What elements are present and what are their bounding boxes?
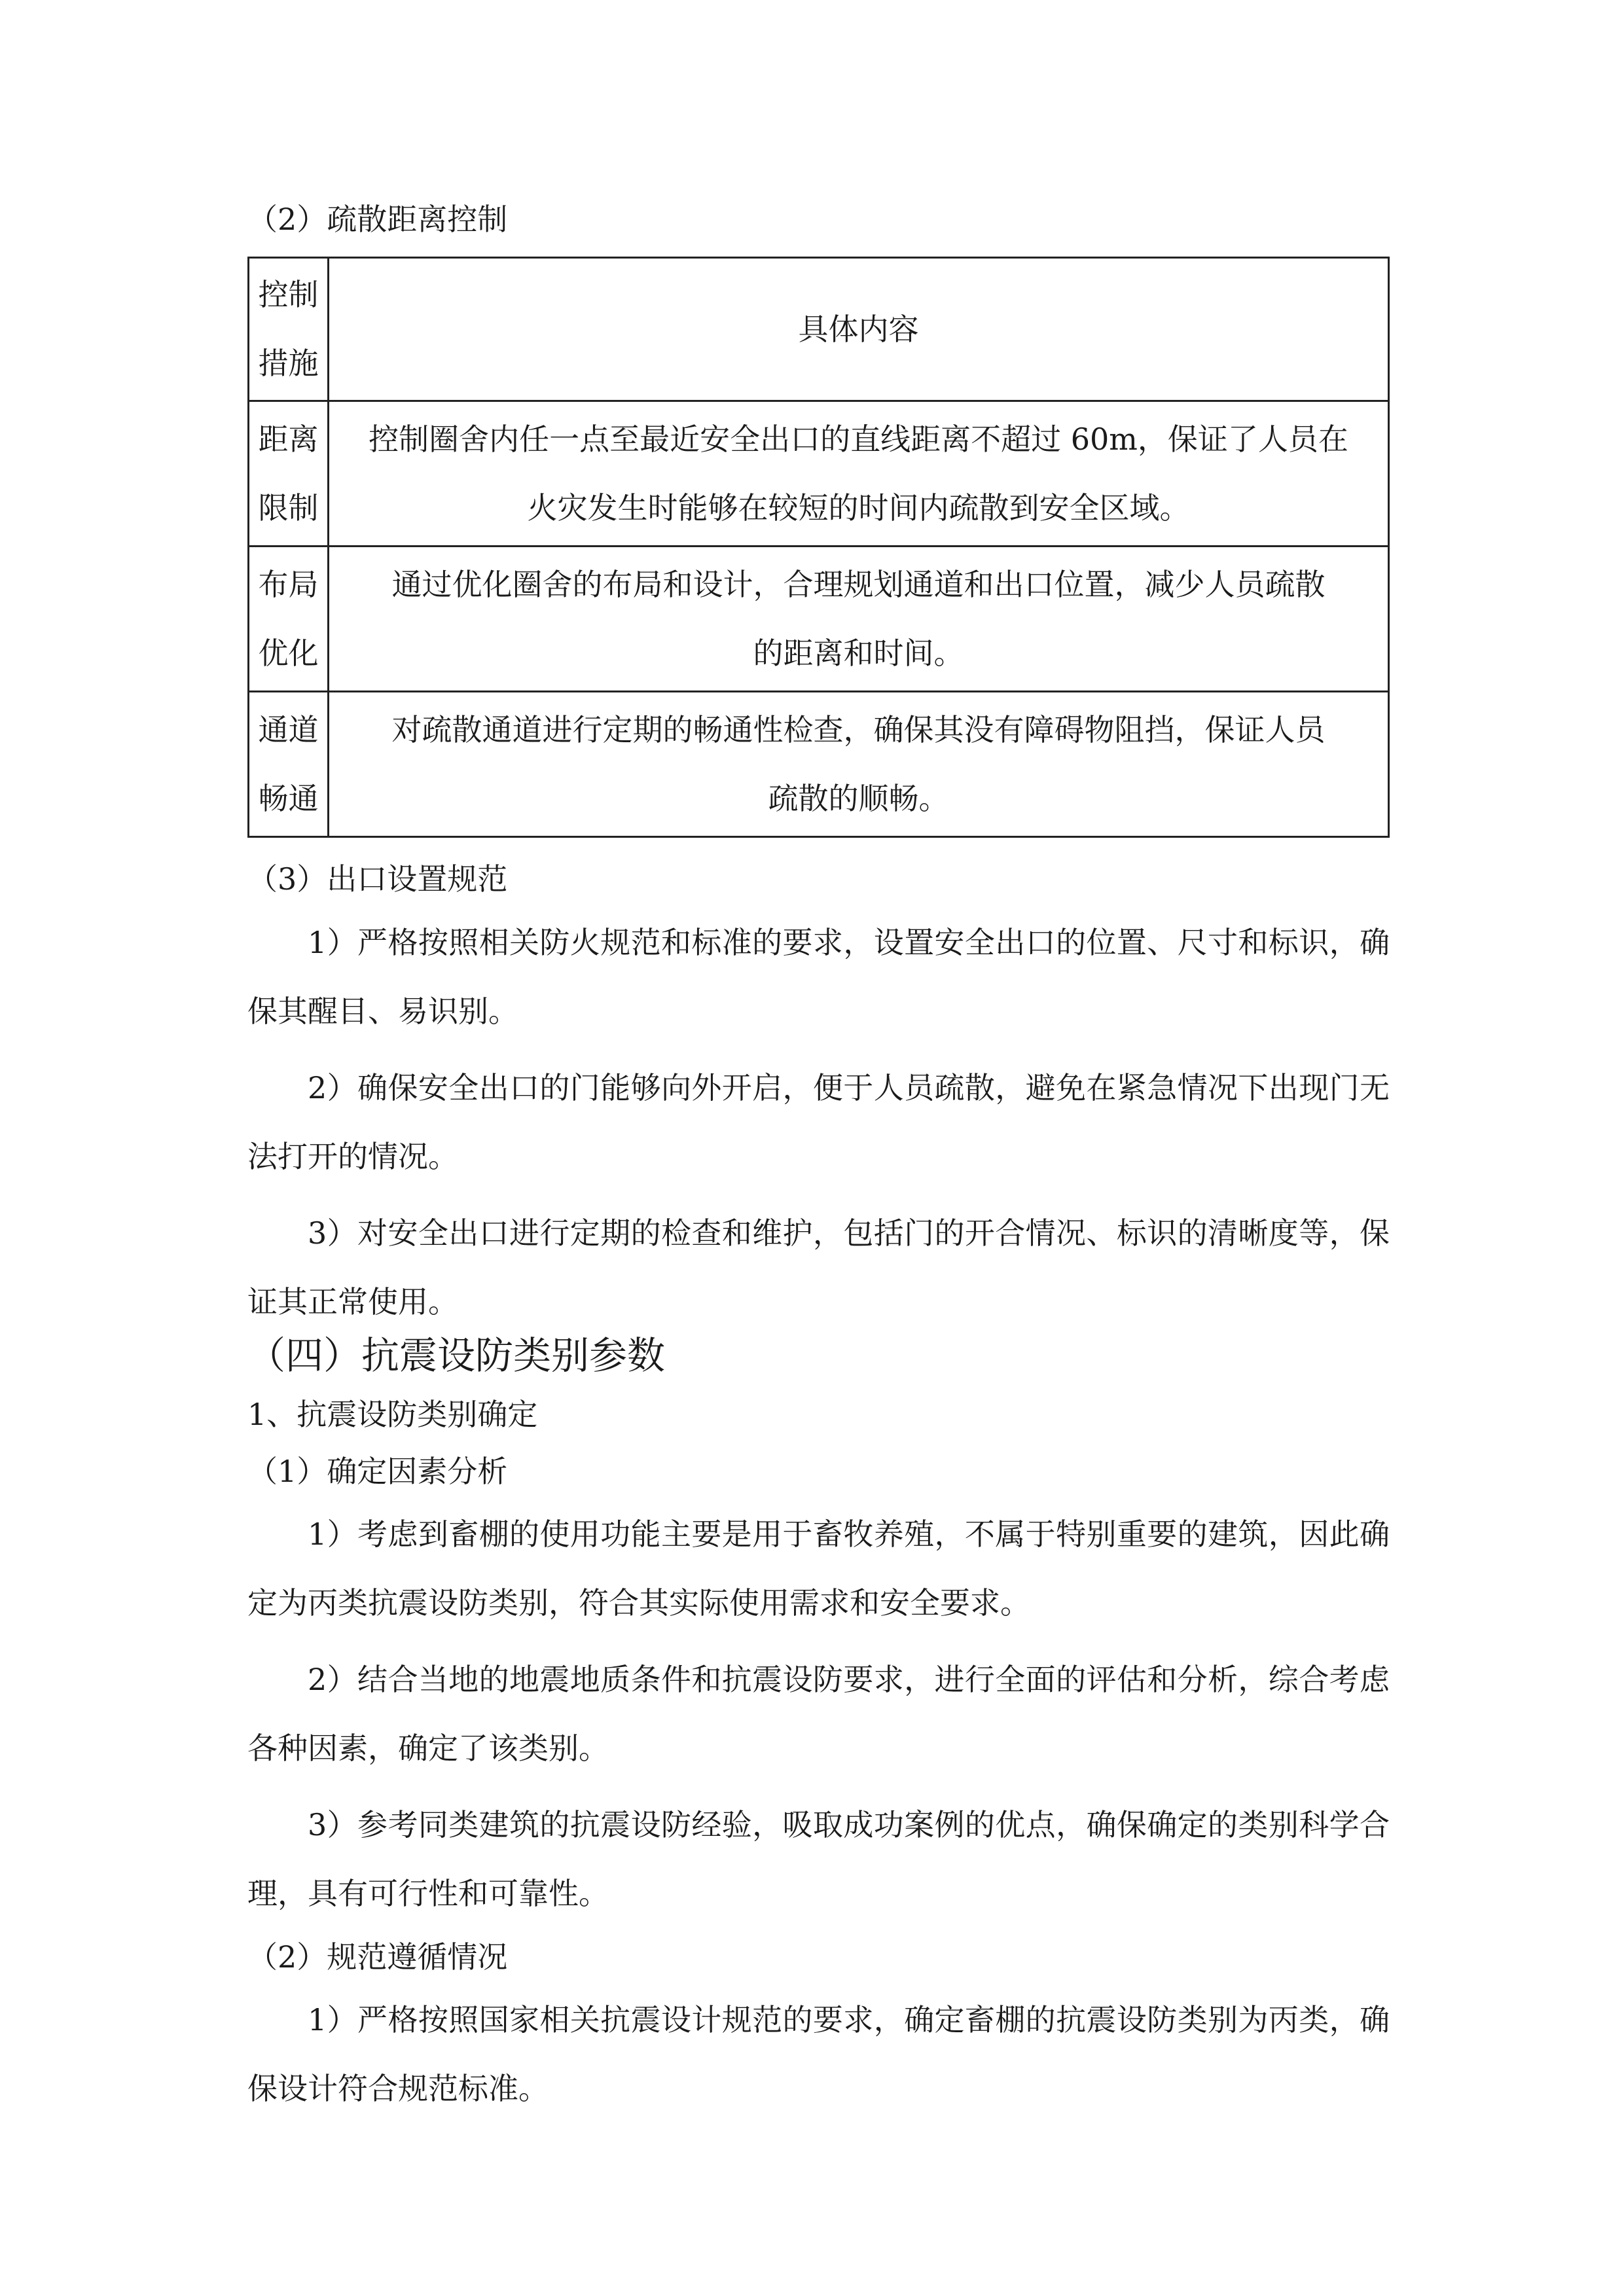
header-measure-line2: 措施 xyxy=(258,346,319,381)
header-cell-content: 具体内容 xyxy=(329,258,1389,401)
subheading-seismic-category: 1、抗震设防类别确定 xyxy=(247,1397,538,1432)
section-title-evacuation: （2）疏散距离控制 xyxy=(247,202,508,237)
table-header-row xyxy=(249,258,1389,401)
paragraph: 1）严格按照相关防火规范和标准的要求，设置安全出口的位置、尺寸和标识，确保其醒目、易识别。 xyxy=(247,925,1390,1029)
factor-analysis-title: （1）确定因素分析 xyxy=(247,1454,508,1489)
row-label-line2: 限制 xyxy=(258,490,319,526)
table-row xyxy=(249,401,1389,547)
section-title-exit: （3）出口设置规范 xyxy=(247,861,508,897)
paragraph: 1）严格按照国家相关抗震设计规范的要求，确定畜棚的抗震设防类别为丙类，确保设计符合规范标准。 xyxy=(247,2002,1390,2106)
row-content-cell xyxy=(329,547,1389,692)
evacuation-table xyxy=(247,257,1390,838)
paragraph: 3）参考同类建筑的抗震设防经验，吸取成功案例的优点，确保确定的类别科学合理，具有可行性和可靠性。 xyxy=(247,1807,1390,1911)
row-label-line1: 布局 xyxy=(258,566,319,602)
row-content-line1: 对疏散通道进行定期的畅通性检查，确保其没有障碍物阻挡，保证人员 xyxy=(391,711,1326,747)
row-content-line2: 的距离和时间。 xyxy=(753,635,964,671)
section-heading-seismic: （四）抗震设防类别参数 xyxy=(247,1333,666,1378)
row-content-line2: 疏散的顺畅。 xyxy=(768,780,949,816)
row-label-line1: 距离 xyxy=(258,421,319,457)
paragraph: 1）考虑到畜棚的使用功能主要是用于畜牧养殖，不属于特别重要的建筑，因此确定为丙类抗震设防类别，符合其实际使用需求和安全要求。 xyxy=(247,1516,1390,1621)
paragraph: 3）对安全出口进行定期的检查和维护，包括门的开合情况、标识的清晰度等，保证其正常使用。 xyxy=(247,1215,1390,1319)
row-content-cell xyxy=(329,692,1389,837)
row-content-line2: 火灾发生时能够在较短的时间内疏散到安全区域。 xyxy=(527,490,1190,526)
paragraph: 2）结合当地的地震地质条件和抗震设防要求，进行全面的评估和分析，综合考虑各种因素，确定了该类别。 xyxy=(247,1662,1390,1766)
row-content-cell xyxy=(329,401,1389,547)
row-label-cell xyxy=(249,692,329,837)
header-measure-line1: 控制 xyxy=(258,277,319,312)
header-cell-measure xyxy=(249,258,329,401)
row-content-line1: 通过优化圈舍的布局和设计，合理规划通道和出口位置，减少人员疏散 xyxy=(391,566,1326,602)
row-content-line1: 控制圈舍内任一点至最近安全出口的直线距离不超过 60m，保证了人员在 xyxy=(369,421,1348,457)
row-label-line1: 通道 xyxy=(258,711,319,747)
table-row xyxy=(249,547,1389,692)
row-label-cell xyxy=(249,547,329,692)
row-label-line2: 畅通 xyxy=(258,780,319,816)
row-label-cell xyxy=(249,401,329,547)
table-row xyxy=(249,692,1389,837)
norm-compliance-title: （2）规范遵循情况 xyxy=(247,1939,508,1975)
paragraph: 2）确保安全出口的门能够向外开启，便于人员疏散，避免在紧急情况下出现门无法打开的情况。 xyxy=(247,1070,1390,1174)
row-label-line2: 优化 xyxy=(258,635,319,671)
